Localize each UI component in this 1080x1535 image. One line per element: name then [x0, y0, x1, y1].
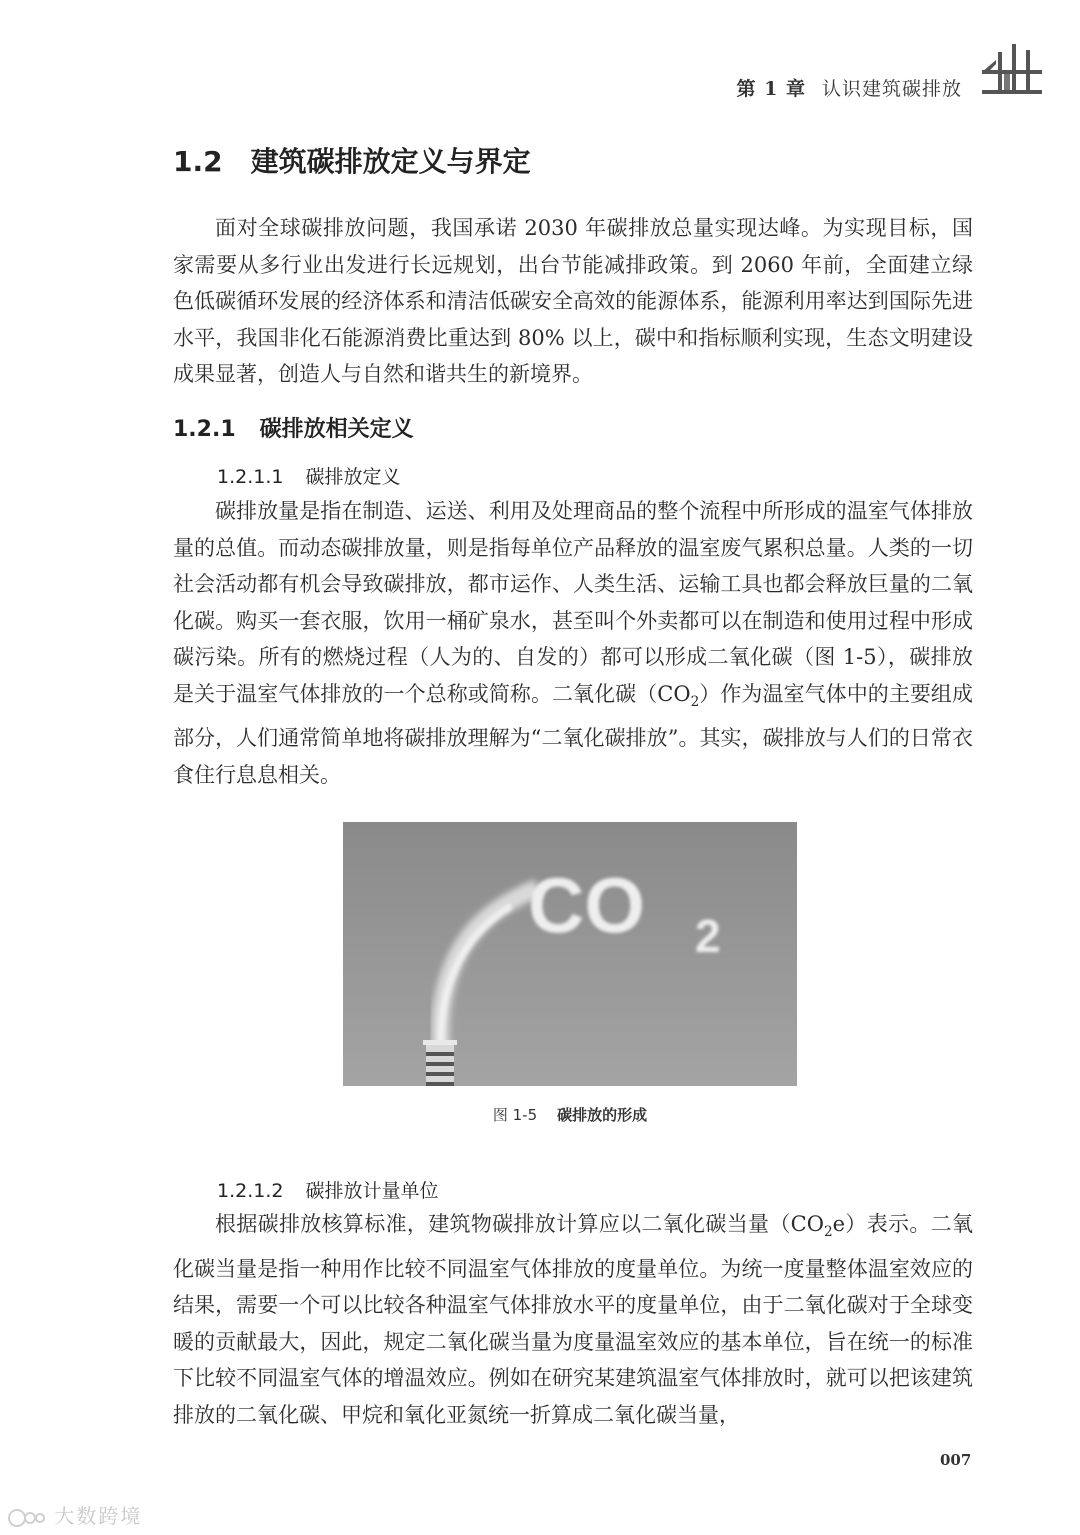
- paragraph-text: e）表示。二氧化碳当量是指一种用作比较不同温室气体排放的度量单位。为统一度量整体温室效应的结果，需要一个可以比较各种温室气体排放水平的度量单位，由于二氧化碳对于全球变暖的贡献最大，因此，规定二氧化碳当量为度量温室效应的基本单位，旨在统一的标准下比较不同温室气体的增温效应。例如在研究某建筑温室气体排放时，就可以把该建筑排放的二氧化碳、甲烷和氧化亚氮统一折算成二氧化碳当量，: [173, 1212, 973, 1427]
- chapter-title: 认识建筑碳排放: [821, 78, 962, 100]
- chimney-icon: [423, 1040, 457, 1086]
- section-title: 建筑碳排放定义与界定: [250, 145, 531, 178]
- section-number: 1.2: [173, 145, 223, 178]
- unit-paragraph: [173, 1206, 973, 1433]
- paragraph-text: 碳排放量是指在制造、运送、利用及处理商品的整个流程中所形成的温室气体排放量的总值。而动态碳排放量，则是指每单位产品释放的温室废气累积总量。人类的一切社会活动都有机会导致碳排放，都市运作、人类生活、运输工具也都会释放巨量的二氧化碳。购买一套衣服，饮用一桶矿泉水，甚至叫个外卖都可以在制造和使用过程中形成碳污染。所有的燃烧过程（人为的、自发的）都可以形成二氧化碳（图 1-5），碳排放是关于温室气体排放的一个总称或简称。二氧化碳（CO: [173, 499, 973, 706]
- definition-paragraph: [173, 493, 973, 793]
- subsection-title: 碳排放相关定义: [259, 417, 414, 442]
- running-header: [737, 74, 962, 101]
- section-heading: [173, 140, 531, 180]
- figure-title: 碳排放的形成: [557, 1106, 648, 1124]
- subsection-number: 1.2.1: [173, 417, 236, 442]
- watermark-logo-icon: [8, 1507, 46, 1529]
- watermark-text: 大数跨境: [54, 1504, 143, 1528]
- subsubsection-heading: [217, 1176, 439, 1203]
- subsection-heading: [173, 412, 414, 443]
- paragraph-text: 根据碳排放核算标准，建筑物碳排放计算应以二氧化碳当量（CO: [215, 1212, 824, 1236]
- subsubsection-title: 碳排放定义: [305, 466, 401, 488]
- watermark: [8, 1500, 142, 1529]
- intro-paragraph: 面对全球碳排放问题，我国承诺 2030 年碳排放总量实现达峰。为实现目标，国家需要从多行业出发进行长远规划，出台节能减排政策。到 2060 年前，全面建立绿色低碳循环发展的经济体系和清洁低碳安全高效的能源体系，能源利用率达到国际先进水平，我国非化石能源消费比重达到 80% 以上，碳中和指标顺利实现，生态文明建设成果显著，创造人与自然和谐共生的新境界。: [173, 216, 973, 386]
- subsubsection-number: 1.2.1.2: [217, 1180, 284, 1202]
- subscript: 2: [690, 693, 700, 710]
- smoke-co2-text: CO: [528, 861, 645, 949]
- co2-smoke-photo: [343, 822, 797, 1086]
- paragraph-text: ）作为温室气体中的主要组成部分，人们通常简单地将碳排放理解为“二氧化碳排放”。其实，碳排放与人们的日常衣食住行息息相关。: [173, 681, 973, 787]
- subsubsection-heading: [217, 462, 401, 489]
- subsubsection-title: 碳排放计量单位: [305, 1180, 439, 1202]
- subsubsection-number: 1.2.1.1: [217, 466, 284, 488]
- subscript: 2: [823, 1224, 833, 1241]
- figure-number: 图 1-5: [492, 1106, 538, 1124]
- smoke-subscript: 2: [695, 910, 721, 962]
- chapter-number: 第 1 章: [736, 78, 806, 100]
- figure-caption: [0, 1104, 1080, 1125]
- building-icon: [980, 44, 1044, 98]
- page-number: 007: [940, 1451, 972, 1469]
